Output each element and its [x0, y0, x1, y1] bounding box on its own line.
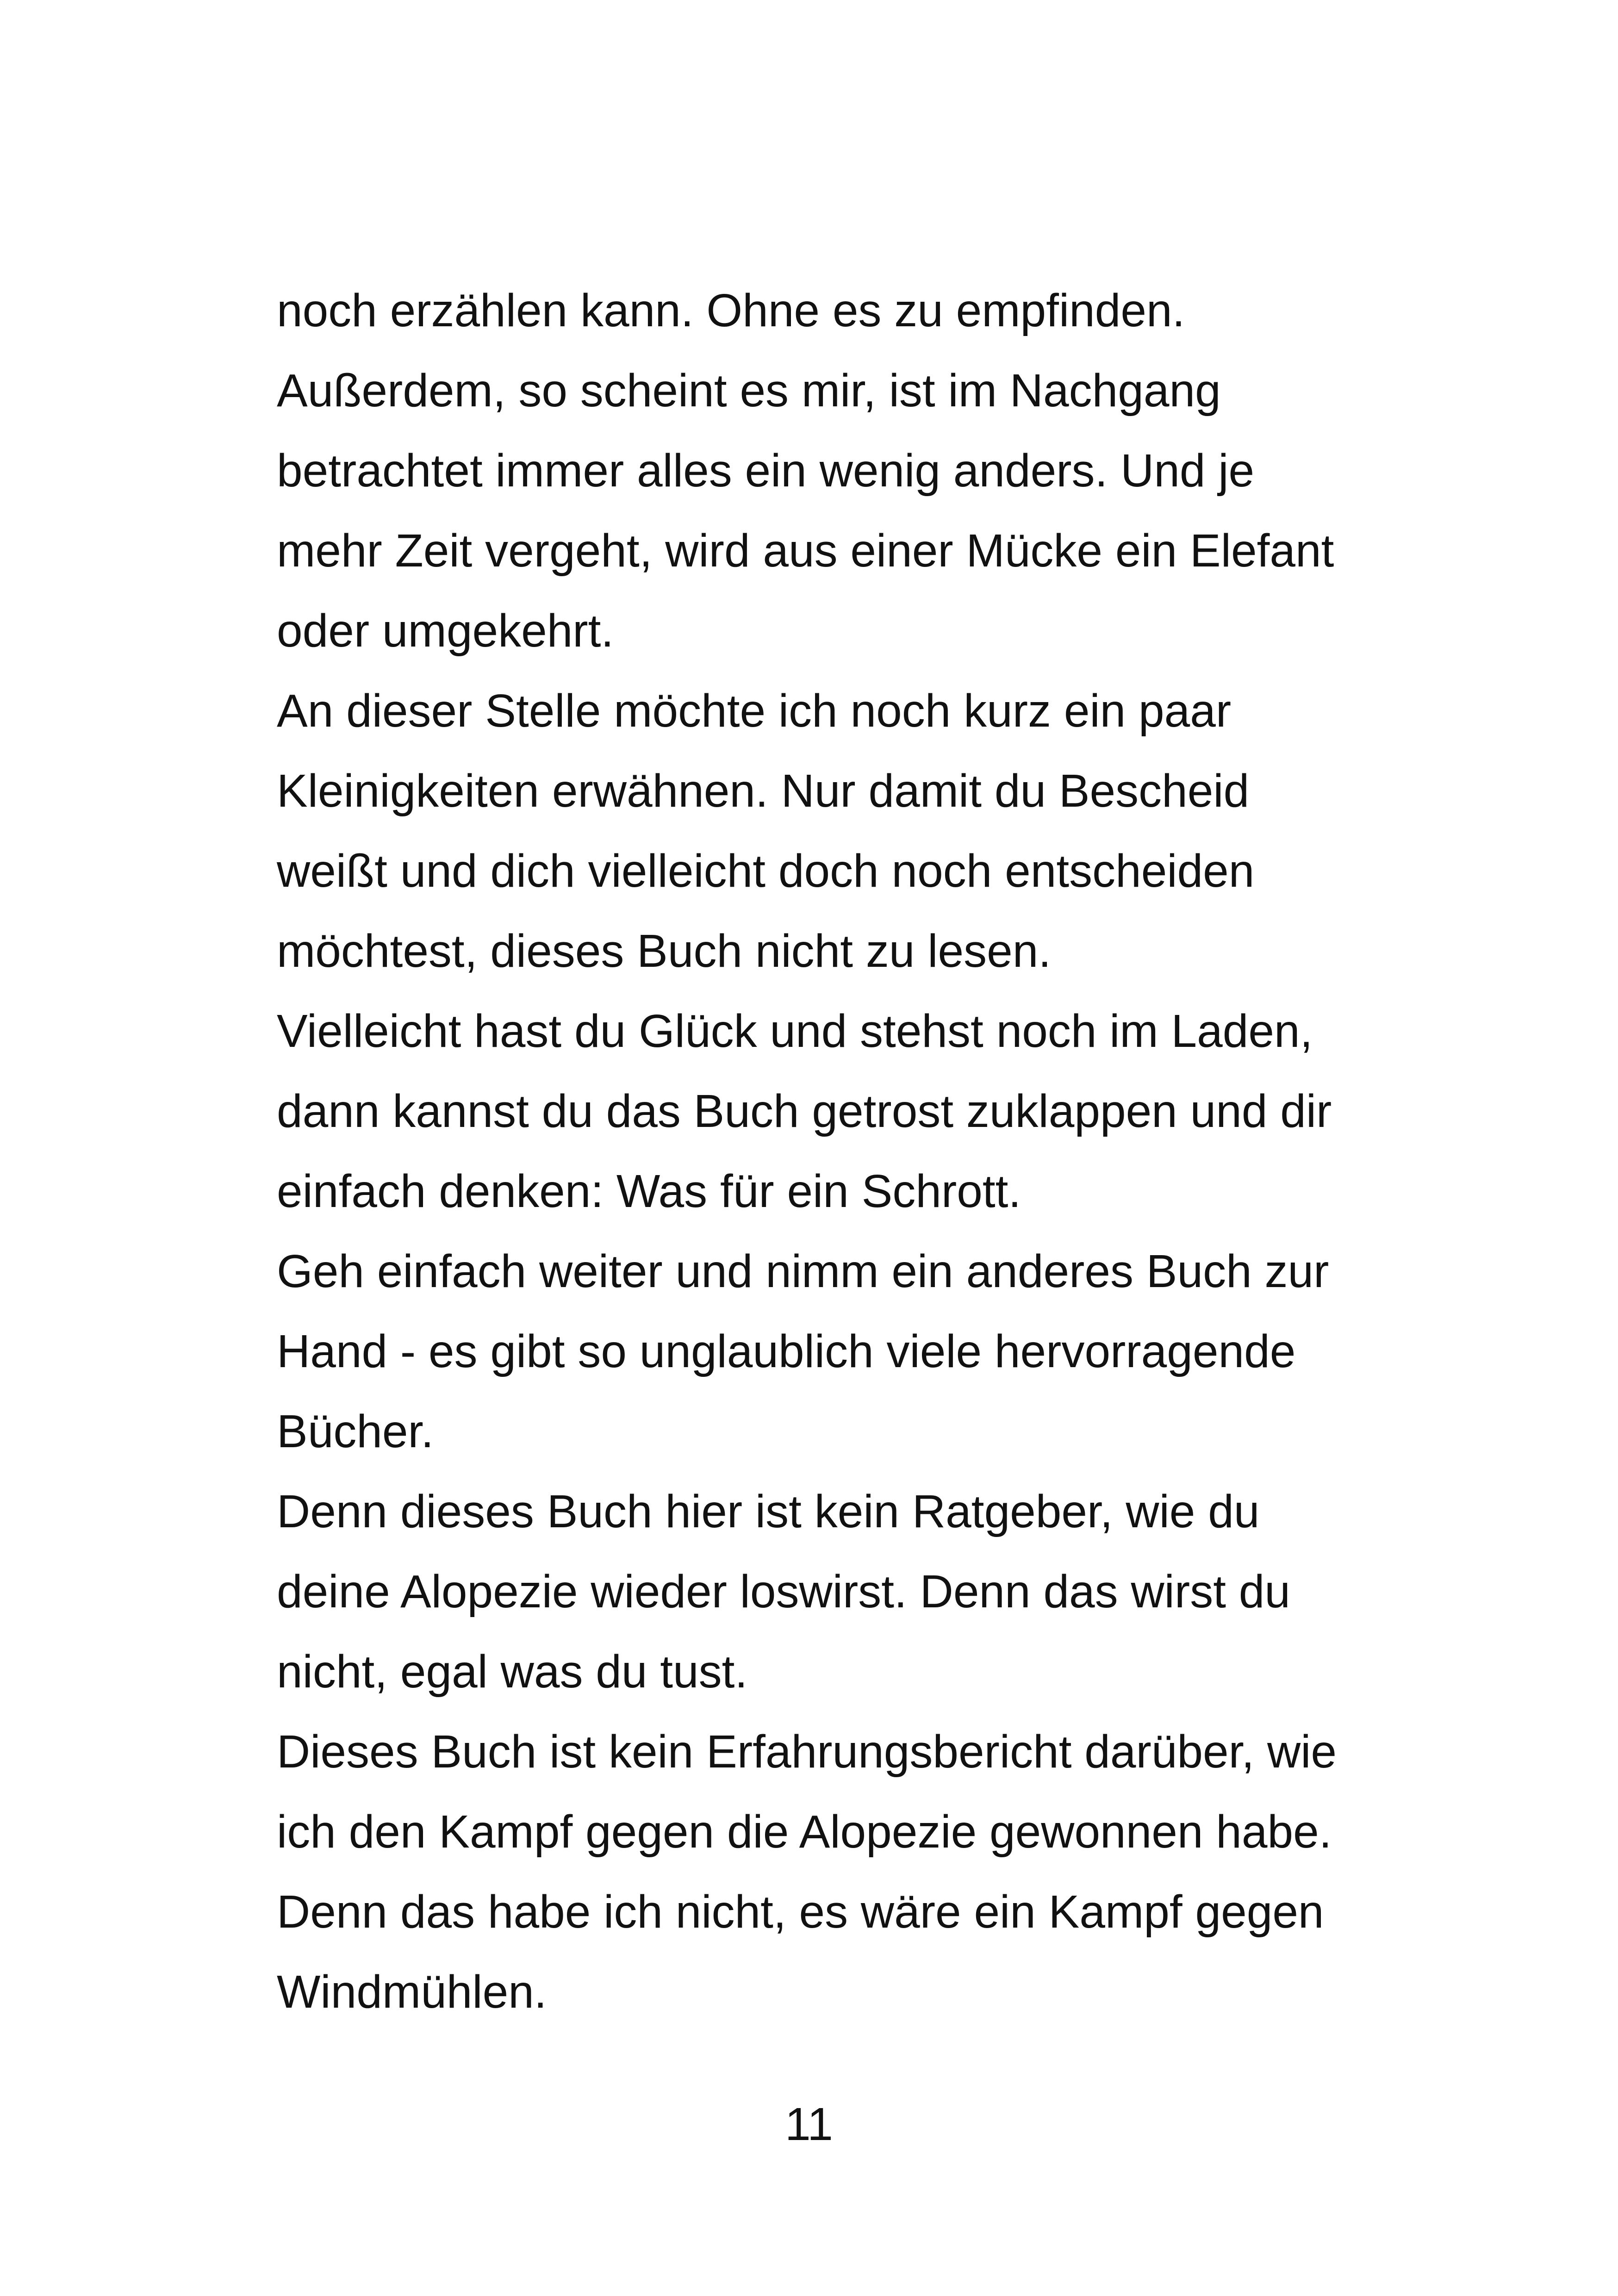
text-line: einfach denken: Was für ein Schrott. [277, 1165, 1021, 1217]
text-line: Bücher. [277, 1406, 434, 1457]
text-line: deine Alopezie wieder loswirst. Denn das wirst du [277, 1566, 1290, 1618]
body-text [277, 271, 1388, 2032]
text-line: Außerdem, so scheint es mir, ist im Nachgang [277, 365, 1221, 417]
text-line: dann kannst du das Buch getrost zuklappen und dir [277, 1085, 1332, 1137]
text-line: Vielleicht hast du Glück und stehst noch im Laden, [277, 1005, 1313, 1057]
text-line: möchtest, dieses Buch nicht zu lesen. [277, 925, 1052, 977]
text-line: Windmühlen. [277, 1966, 547, 2018]
text-line: Geh einfach weiter und nimm ein anderes Buch zur [277, 1245, 1329, 1297]
text-line: weißt und dich vielleicht doch noch entscheiden [277, 845, 1255, 897]
text-line: mehr Zeit vergeht, wird aus einer Mücke ein Elefant [277, 525, 1334, 577]
text-line: nicht, egal was du tust. [277, 1646, 748, 1698]
text-line: betrachtet immer alles ein wenig anders. Und je [277, 445, 1255, 497]
page-number: 11 [785, 2098, 833, 2150]
text-line: oder umgekehrt. [277, 605, 614, 657]
text-line: noch erzählen kann. Ohne es zu empfinden. [277, 285, 1185, 336]
text-line: Denn dieses Buch hier ist kein Ratgeber, wie du [277, 1486, 1260, 1537]
text-line: Denn das habe ich nicht, es wäre ein Kampf gegen [277, 1886, 1324, 1938]
text-line: ich den Kampf gegen die Alopezie gewonnen habe. [277, 1806, 1332, 1858]
text-line: Kleinigkeiten erwähnen. Nur damit du Bescheid [277, 765, 1250, 817]
text-line: An dieser Stelle möchte ich noch kurz ein paar [277, 685, 1232, 737]
text-line: Hand - es gibt so unglaublich viele hervorragende [277, 1325, 1296, 1377]
text-line: Dieses Buch ist kein Erfahrungsbericht darüber, wie [277, 1726, 1337, 1778]
